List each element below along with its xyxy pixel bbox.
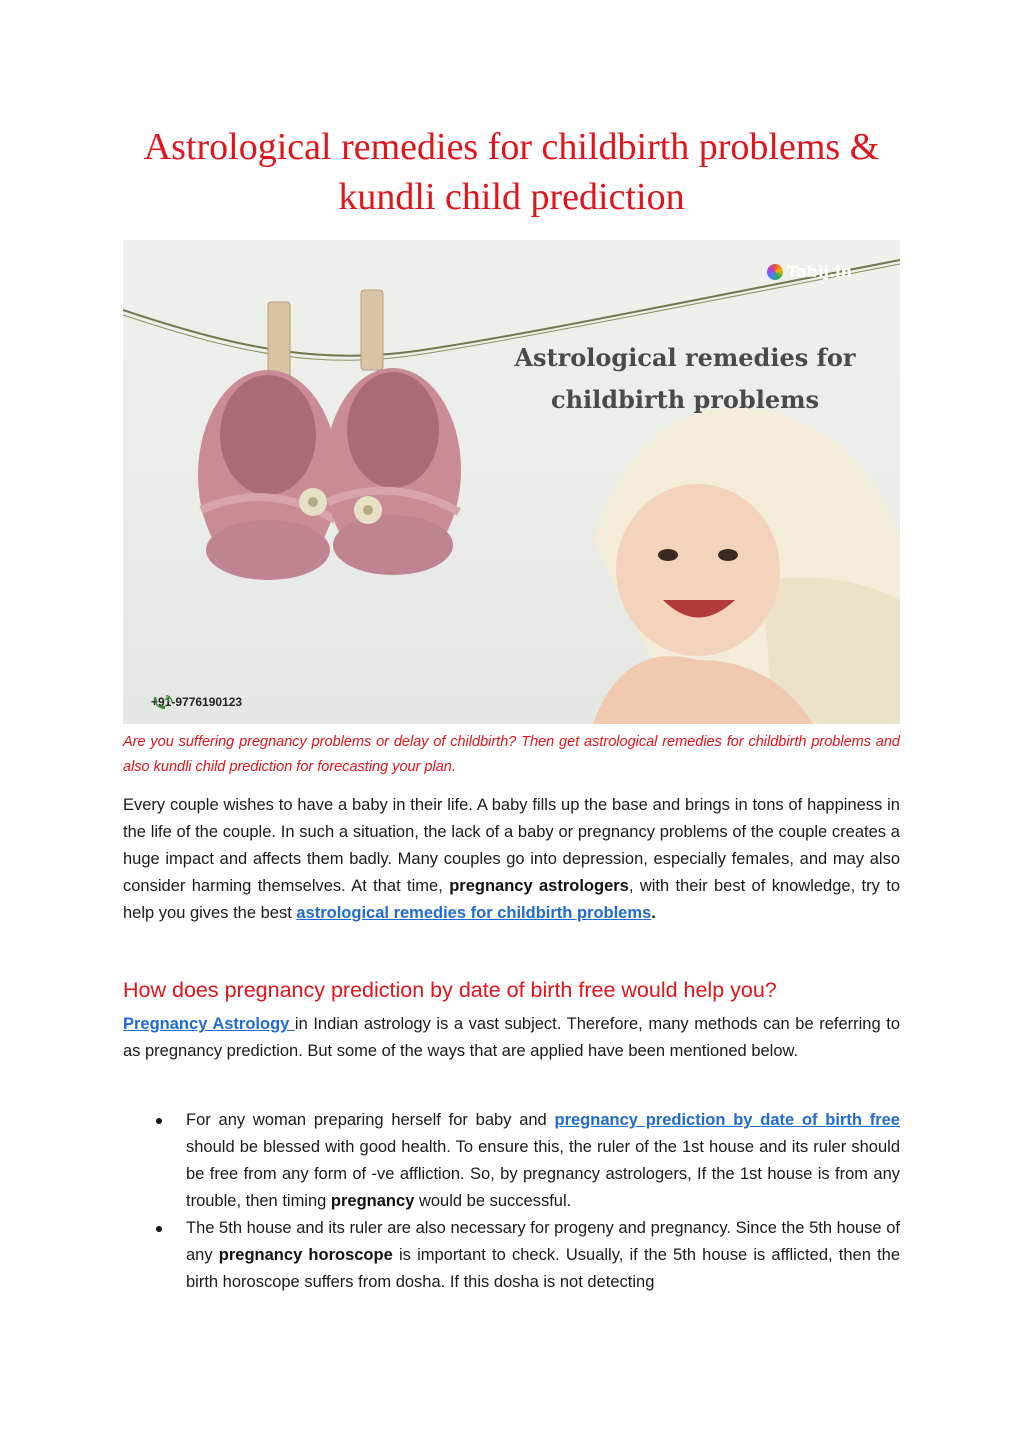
section-paragraph-text: in Indian astrology is a vast subject. Therefore, many methods can be referring to as pregnancy prediction. But some of the ways that are applied have been mentioned below. [123,1015,900,1060]
intro-paragraph [123,792,900,927]
bullet-list [123,1107,900,1296]
title-line-1: Astrological remedies for childbirth problems & [143,126,880,168]
clothespin-left [268,302,290,382]
title-line-2: kundli child prediction [338,176,685,218]
section-paragraph [123,1011,900,1065]
list-item [123,1215,900,1296]
brand-logo [767,262,852,281]
phone-number: +91-9776190123 [151,695,243,709]
bullet-text: would be successful. [414,1192,572,1210]
bullet-bold: pregnancy horoscope [218,1246,393,1264]
brand-name: Tabij.in [787,262,853,281]
image-caption: Are you suffering pregnancy problems or delay of childbirth? Then get astrological remedies for childbirth problems and also kundli child prediction for forecasting your plan. [123,734,900,775]
pregnancy-prediction-link[interactable]: pregnancy prediction by date of birth free [554,1111,900,1129]
pink-bootie-left [198,370,338,580]
hero-headline-line-1: Astrological remedies for [514,343,856,372]
bullet-text: The 5th house and its ruler are also necessary for progeny and pregnancy. Since the 5th house of any [186,1219,900,1264]
bullet-icon [156,1118,162,1124]
hero-headline [475,337,895,421]
hero-image [123,240,900,724]
pregnancy-astrology-link[interactable]: Pregnancy Astrology [123,1015,295,1033]
bullet-text: For any woman preparing herself for baby and [186,1111,555,1129]
astrological-remedies-link[interactable]: astrological remedies for childbirth problems [296,904,652,922]
intro-text-end: . [651,904,656,922]
brand-logo-icon [767,264,783,280]
hero-headline-line-2: childbirth problems [550,385,820,414]
hero-illustration [123,240,900,724]
page-title [100,122,923,222]
bullet-text: is important to check. Usually, if the 5th house is afflicted, then the birth horoscope suffers from dosha. If this dosha is not detecting [186,1246,901,1291]
pink-bootie-right [325,368,461,575]
hero-phone [151,695,242,709]
bullet-icon [156,1226,162,1232]
bullet-bold: pregnancy [330,1192,415,1210]
bullet-text: should be blessed with good health. To ensure this, the ruler of the 1st house and its ruler should be free from any form of -ve affliction. So, by pregnancy astrologers, If the 1st house is from any trouble, then timing [186,1138,900,1210]
section-heading: How does pregnancy prediction by date of birth free would help you? [123,978,777,1002]
intro-text-middle: , with their best of knowledge, try to help you gives the best [123,877,900,922]
intro-bold-term: pregnancy astrologers [449,877,629,895]
intro-text: Every couple wishes to have a baby in their life. A baby fills up the base and brings in tons of happiness in the life of the couple. In such a situation, the lack of a baby or pregnancy problems of the couple creates a huge impact and affects them badly. Many couples go into depression, especially females, and may also consider harming themselves. At that time, [123,796,900,895]
phone-icon [151,695,173,711]
list-item [123,1107,900,1215]
clothespin-right [361,290,383,370]
